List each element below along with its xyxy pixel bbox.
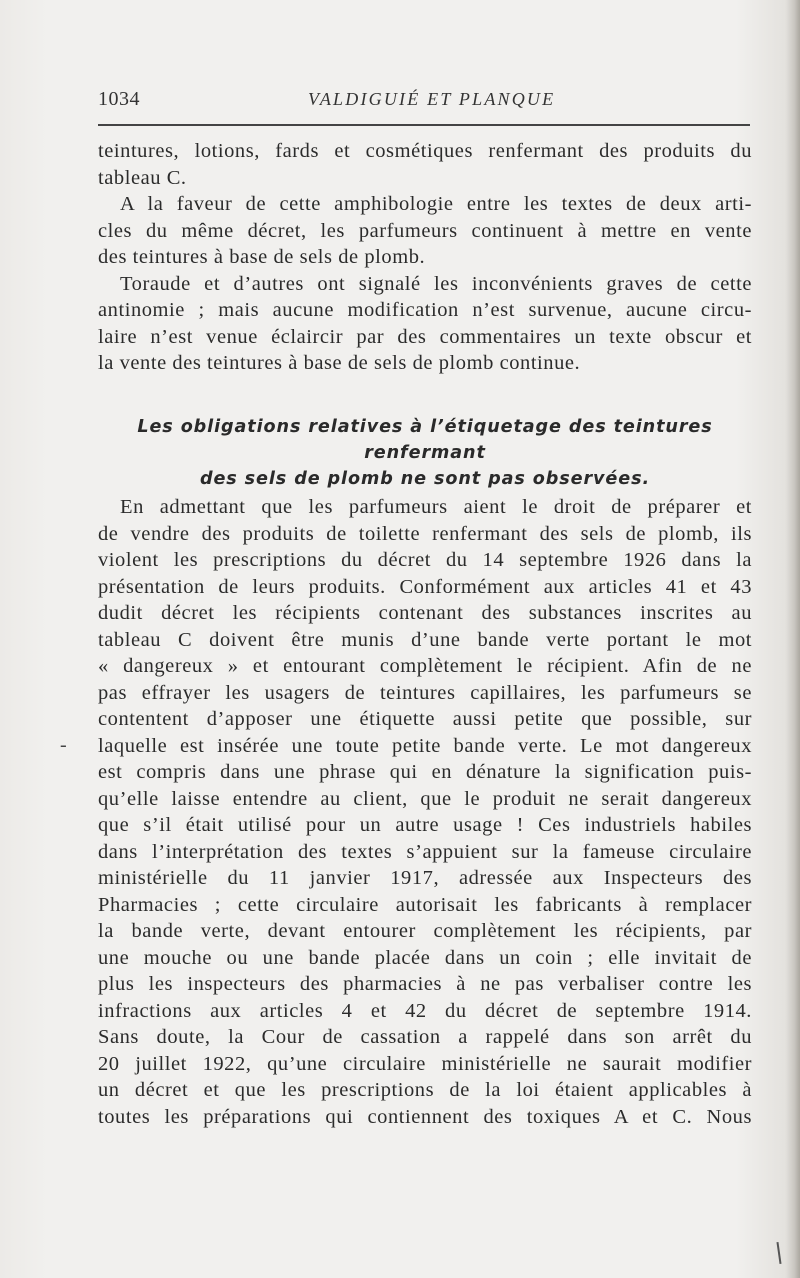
page-number: 1034 bbox=[98, 88, 140, 110]
text-line: Sans doute, la Cour de cassation a rappelé dans son arrêt du bbox=[98, 1026, 752, 1048]
text-line: teintures, lotions, fards et cosmétiques renfermant des produits du bbox=[98, 140, 752, 162]
text-line: un décret et que les prescriptions de la loi étaient applicables à bbox=[98, 1079, 752, 1101]
text-line: présentation de leurs produits. Conformément aux articles 41 et 43 bbox=[98, 575, 752, 598]
text-line: tableau C. bbox=[98, 166, 187, 189]
text-line: la vente des teintures à base de sels de plomb continue. bbox=[98, 352, 581, 374]
header-rule bbox=[98, 124, 750, 126]
text-line: En admettant que les parfumeurs aient le droit de préparer et bbox=[120, 496, 752, 518]
text-line: tableau C doivent être munis d’une bande verte portant le mot bbox=[98, 628, 752, 651]
text-line: Toraude et d’autres ont signalé les inconvénients graves de cette bbox=[120, 272, 752, 295]
text-line: une mouche ou une bande placée dans un coin ; elle invitait de bbox=[98, 946, 752, 969]
text-line: de vendre des produits de toilette renfermant des sels de plomb, ils bbox=[98, 522, 752, 545]
text-line: que s’il était utilisé pour un autre usage ! Ces industriels habiles bbox=[98, 814, 752, 836]
text-line: contentent d’apposer une étiquette aussi petite que possible, sur bbox=[98, 708, 752, 730]
text-line: la bande verte, devant entourer complètement les récipients, par bbox=[98, 920, 752, 942]
running-head: VALDIGUIÉ ET PLANQUE bbox=[308, 89, 556, 109]
text-line: pas effrayer les usagers de teintures capillaires, les parfumeurs se bbox=[98, 681, 752, 704]
heading-line: des sels de plomb ne sont pas observées. bbox=[199, 469, 651, 489]
margin-mark: - bbox=[60, 734, 67, 756]
section-heading bbox=[98, 414, 752, 492]
page-edge-shadow bbox=[786, 0, 800, 1278]
corner-mark bbox=[776, 1242, 781, 1264]
text-line: laquelle est insérée une toute petite bande verte. Le mot dangereux bbox=[98, 734, 752, 757]
text-line: laire n’est venue éclaircir par des commentaires un texte obscur et bbox=[98, 325, 752, 348]
text-line: violent les prescriptions du décret du 14 septembre 1926 dans la bbox=[98, 549, 752, 571]
text-line: infractions aux articles 4 et 42 du décret de septembre 1914. bbox=[98, 999, 752, 1022]
text-line: « dangereux » et entourant complètement le récipient. Afin de ne bbox=[98, 655, 752, 677]
text-line: plus les inspecteurs des pharmacies à ne pas verbaliser contre les bbox=[98, 973, 752, 995]
text-line: A la faveur de cette amphibologie entre les textes de deux arti- bbox=[120, 193, 752, 215]
text-line: toutes les préparations qui contiennent des toxiques A et C. Nous bbox=[98, 1105, 752, 1128]
text-line: dudit décret les récipients contenant des substances inscrites au bbox=[98, 602, 752, 624]
text-line: dans l’interprétation des textes s’appuient sur la fameuse circulaire bbox=[98, 840, 752, 863]
heading-line: Les obligations relatives à l’étiquetage des teintures renfermant bbox=[137, 417, 713, 463]
text-line: 20 juillet 1922, qu’une circulaire ministérielle ne saurait modifier bbox=[98, 1052, 752, 1075]
text-line: ministérielle du 11 janvier 1917, adressée aux Inspecteurs des bbox=[98, 867, 752, 889]
text-line: des teintures à base de sels de plomb. bbox=[98, 246, 426, 268]
text-line: est compris dans une phrase qui en dénature la signification puis- bbox=[98, 761, 752, 783]
text-line: Pharmacies ; cette circulaire autorisait les fabricants à remplacer bbox=[98, 893, 752, 916]
body-text-main bbox=[98, 494, 752, 1130]
text-line: cles du même décret, les parfumeurs continuent à mettre en vente bbox=[98, 219, 752, 242]
page-header bbox=[98, 88, 750, 114]
body-text-top bbox=[98, 138, 752, 377]
text-line: qu’elle laisse entendre au client, que le produit ne serait dangereux bbox=[98, 787, 752, 810]
text-line: antinomie ; mais aucune modification n’est survenue, aucune circu- bbox=[98, 299, 752, 321]
